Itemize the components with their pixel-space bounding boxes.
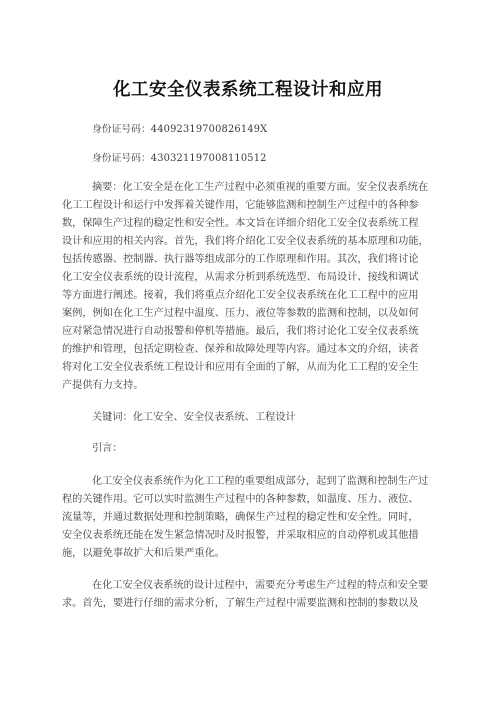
intro-paragraph-line: 化工安全仪表系统作为化工工程的重要组成部分，起到了监测和控制生产过 (92, 476, 429, 487)
intro-paragraph-line: 程的关键作用。它可以实时监测生产过程中的各种参数，如温度、压力、液位、 (62, 494, 419, 505)
abstract-line: 应对紧急情况进行自动报警和停机等措施。最后，我们将讨论化工安全仪表系统 (62, 326, 419, 337)
design-paragraph-line: 求。首先，要进行仔细的需求分析，了解生产过程中需要监测和控制的参数以及 (62, 598, 419, 609)
design-paragraph-line: 在化工安全仪表系统的设计过程中，需要充分考虑生产过程的特点和安全要 (92, 580, 429, 591)
id-number-value: 430321197008110512 (150, 153, 267, 164)
abstract-line: 将对化工安全仪表系统工程设计和应用有全面的了解，从而为化工工程的安全生 (62, 362, 419, 373)
abstract-line: 数，保障生产过程的稳定性和安全性。本文旨在详细介绍化工安全仪表系统工程 (62, 218, 419, 229)
abstract-line: 的维护和管理，包括定期检查、保养和故障处理等内容。通过本文的介绍，读者 (62, 344, 419, 355)
abstract-line: 摘要：化工安全是在化工生产过程中必须重视的重要方面。安全仪表系统在 (92, 182, 429, 193)
abstract-line: 产提供有力支持。 (62, 380, 144, 391)
intro-paragraph-line: 安全仪表系统还能在发生紧急情况时及时报警，并采取相应的自动停机或其他措 (62, 530, 419, 541)
id-number-line (92, 123, 267, 137)
abstract-line: 包括传感器、控制器、执行器等组成部分的工作原理和作用。其次，我们将讨论 (62, 254, 419, 265)
abstract-line: 设计和应用的相关内容。首先，我们将介绍化工安全仪表系统的基本原理和功能， (62, 236, 429, 247)
abstract-line: 化工安全仪表系统的设计流程，从需求分析到系统选型、布局设计、接线和调试 (62, 272, 419, 283)
abstract-line: 化工工程设计和运行中发挥着关键作用，它能够监测和控制生产过程中的各种参 (62, 200, 419, 211)
keywords-line: 关键词：化工安全、安全仪表系统、工程设计 (92, 412, 296, 423)
id-number-line (92, 152, 267, 166)
intro-paragraph-line: 流量等，并通过数据处理和控制策略，确保生产过程的稳定性和安全性。同时， (62, 512, 419, 523)
id-number-label: 身份证号码： (92, 124, 151, 135)
id-number-value: 44092319700826149X (150, 124, 268, 135)
abstract-line: 案例，例如在化工生产过程中温度、压力、液位等参数的监测和控制，以及如何 (62, 308, 419, 319)
id-number-label: 身份证号码： (92, 153, 151, 164)
intro-heading: 引言： (92, 443, 123, 454)
abstract-line: 等方面进行阐述。接着，我们将重点介绍化工安全仪表系统在化工工程中的应用 (62, 290, 419, 301)
document-title: 化工安全仪表系统工程设计和应用 (113, 80, 383, 100)
intro-paragraph-line: 施，以避免事故扩大和后果严重化。 (62, 548, 225, 559)
